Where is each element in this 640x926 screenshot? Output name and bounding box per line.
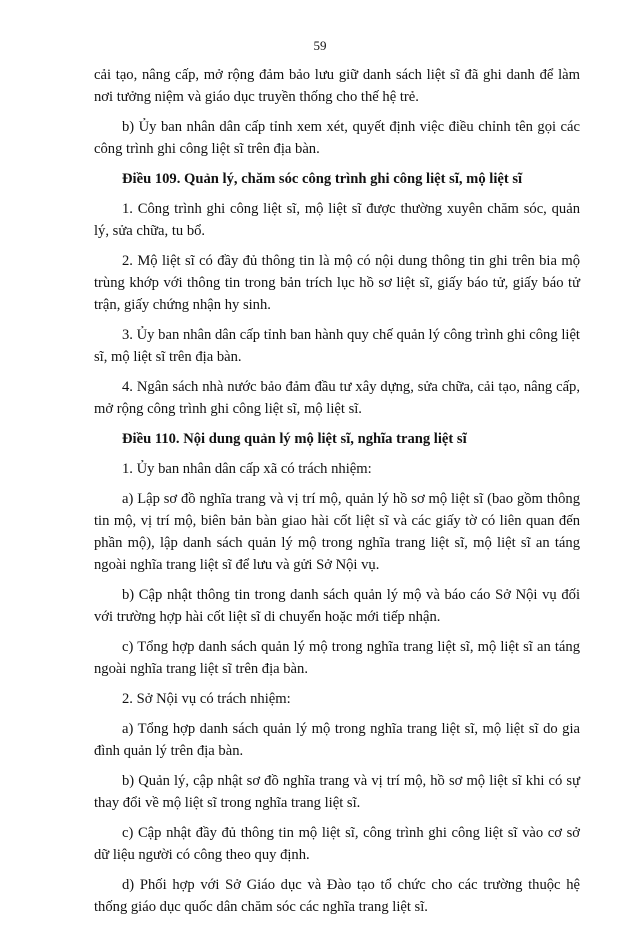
article-110-clause-1: 1. Ủy ban nhân dân cấp xã có trách nhiệm: bbox=[122, 461, 372, 477]
article-110-clause-1b: b) Cập nhật thông tin trong danh sách quản lý mộ và báo cáo Sở Nội vụ đối với trường hợp hài cốt liệt sĩ di chuyển hoặc mới tiếp nhận. bbox=[94, 587, 580, 625]
article-110-clause-1a: a) Lập sơ đồ nghĩa trang và vị trí mộ, quản lý hồ sơ mộ liệt sĩ (bao gồm thông tin mộ, vị trí mộ, biên bản bàn giao hài cốt liệt sĩ và các giấy tờ có liên quan đến phần mộ), lập danh sách quản lý mộ trong nghĩa trang liệt sĩ, mộ liệt sĩ an táng ngoài nghĩa trang liệt sĩ để lưu và gửi Sở Nội vụ. bbox=[94, 491, 580, 573]
article-109-clause-1: 1. Công trình ghi công liệt sĩ, mộ liệt sĩ được thường xuyên chăm sóc, quản lý, sửa chữa, tu bổ. bbox=[94, 201, 580, 239]
article-109-clause-2: 2. Mộ liệt sĩ có đầy đủ thông tin là mộ có nội dung thông tin ghi trên bia mộ trùng khớp với thông tin trong bản trích lục hồ sơ liệt sĩ, giấy báo tử, giấy báo tử trận, giấy chứng nhận hy sinh. bbox=[94, 253, 580, 313]
article-110-clause-2b: b) Quản lý, cập nhật sơ đồ nghĩa trang và vị trí mộ, hồ sơ mộ liệt sĩ khi có sự thay đổi về mộ liệt sĩ trong nghĩa trang liệt sĩ. bbox=[94, 773, 580, 811]
document-body bbox=[94, 64, 580, 926]
article-110-clause-1c: c) Tổng hợp danh sách quản lý mộ trong nghĩa trang liệt sĩ, mộ liệt sĩ an táng ngoài nghĩa trang liệt sĩ trên địa bàn. bbox=[94, 639, 580, 677]
paragraph-continuation: cải tạo, nâng cấp, mở rộng đảm bảo lưu giữ danh sách liệt sĩ đã ghi danh để làm nơi tưởng niệm và giáo dục truyền thống cho thế hệ trẻ. bbox=[94, 67, 580, 105]
article-110-clause-2d: d) Phối hợp với Sở Giáo dục và Đào tạo tổ chức cho các trường thuộc hệ thống giáo dục quốc dân chăm sóc các nghĩa trang liệt sĩ. bbox=[94, 877, 580, 915]
article-110-clause-2a: a) Tổng hợp danh sách quản lý mộ trong nghĩa trang liệt sĩ, mộ liệt sĩ do gia đình quản lý trên địa bàn. bbox=[94, 721, 580, 759]
paragraph-clause-b: b) Ủy ban nhân dân cấp tỉnh xem xét, quyết định việc điều chỉnh tên gọi các công trình ghi công liệt sĩ trên địa bàn. bbox=[94, 119, 580, 157]
article-110-clause-2c: c) Cập nhật đầy đủ thông tin mộ liệt sĩ, công trình ghi công liệt sĩ vào cơ sở dữ liệu người có công theo quy định. bbox=[94, 825, 580, 863]
article-109-clause-4: 4. Ngân sách nhà nước bảo đảm đầu tư xây dựng, sửa chữa, cải tạo, nâng cấp, mở rộng công trình ghi công liệt sĩ, mộ liệt sĩ. bbox=[94, 379, 580, 417]
page-number: 59 bbox=[313, 38, 327, 53]
article-109-clause-3: 3. Ủy ban nhân dân cấp tỉnh ban hành quy chế quản lý công trình ghi công liệt sĩ, mộ liệt sĩ trên địa bàn. bbox=[94, 327, 580, 365]
article-109-heading: Điều 109. Quản lý, chăm sóc công trình ghi công liệt sĩ, mộ liệt sĩ bbox=[122, 171, 523, 187]
article-110-clause-2: 2. Sở Nội vụ có trách nhiệm: bbox=[122, 691, 291, 707]
article-110-heading: Điều 110. Nội dung quản lý mộ liệt sĩ, nghĩa trang liệt sĩ bbox=[122, 431, 467, 447]
